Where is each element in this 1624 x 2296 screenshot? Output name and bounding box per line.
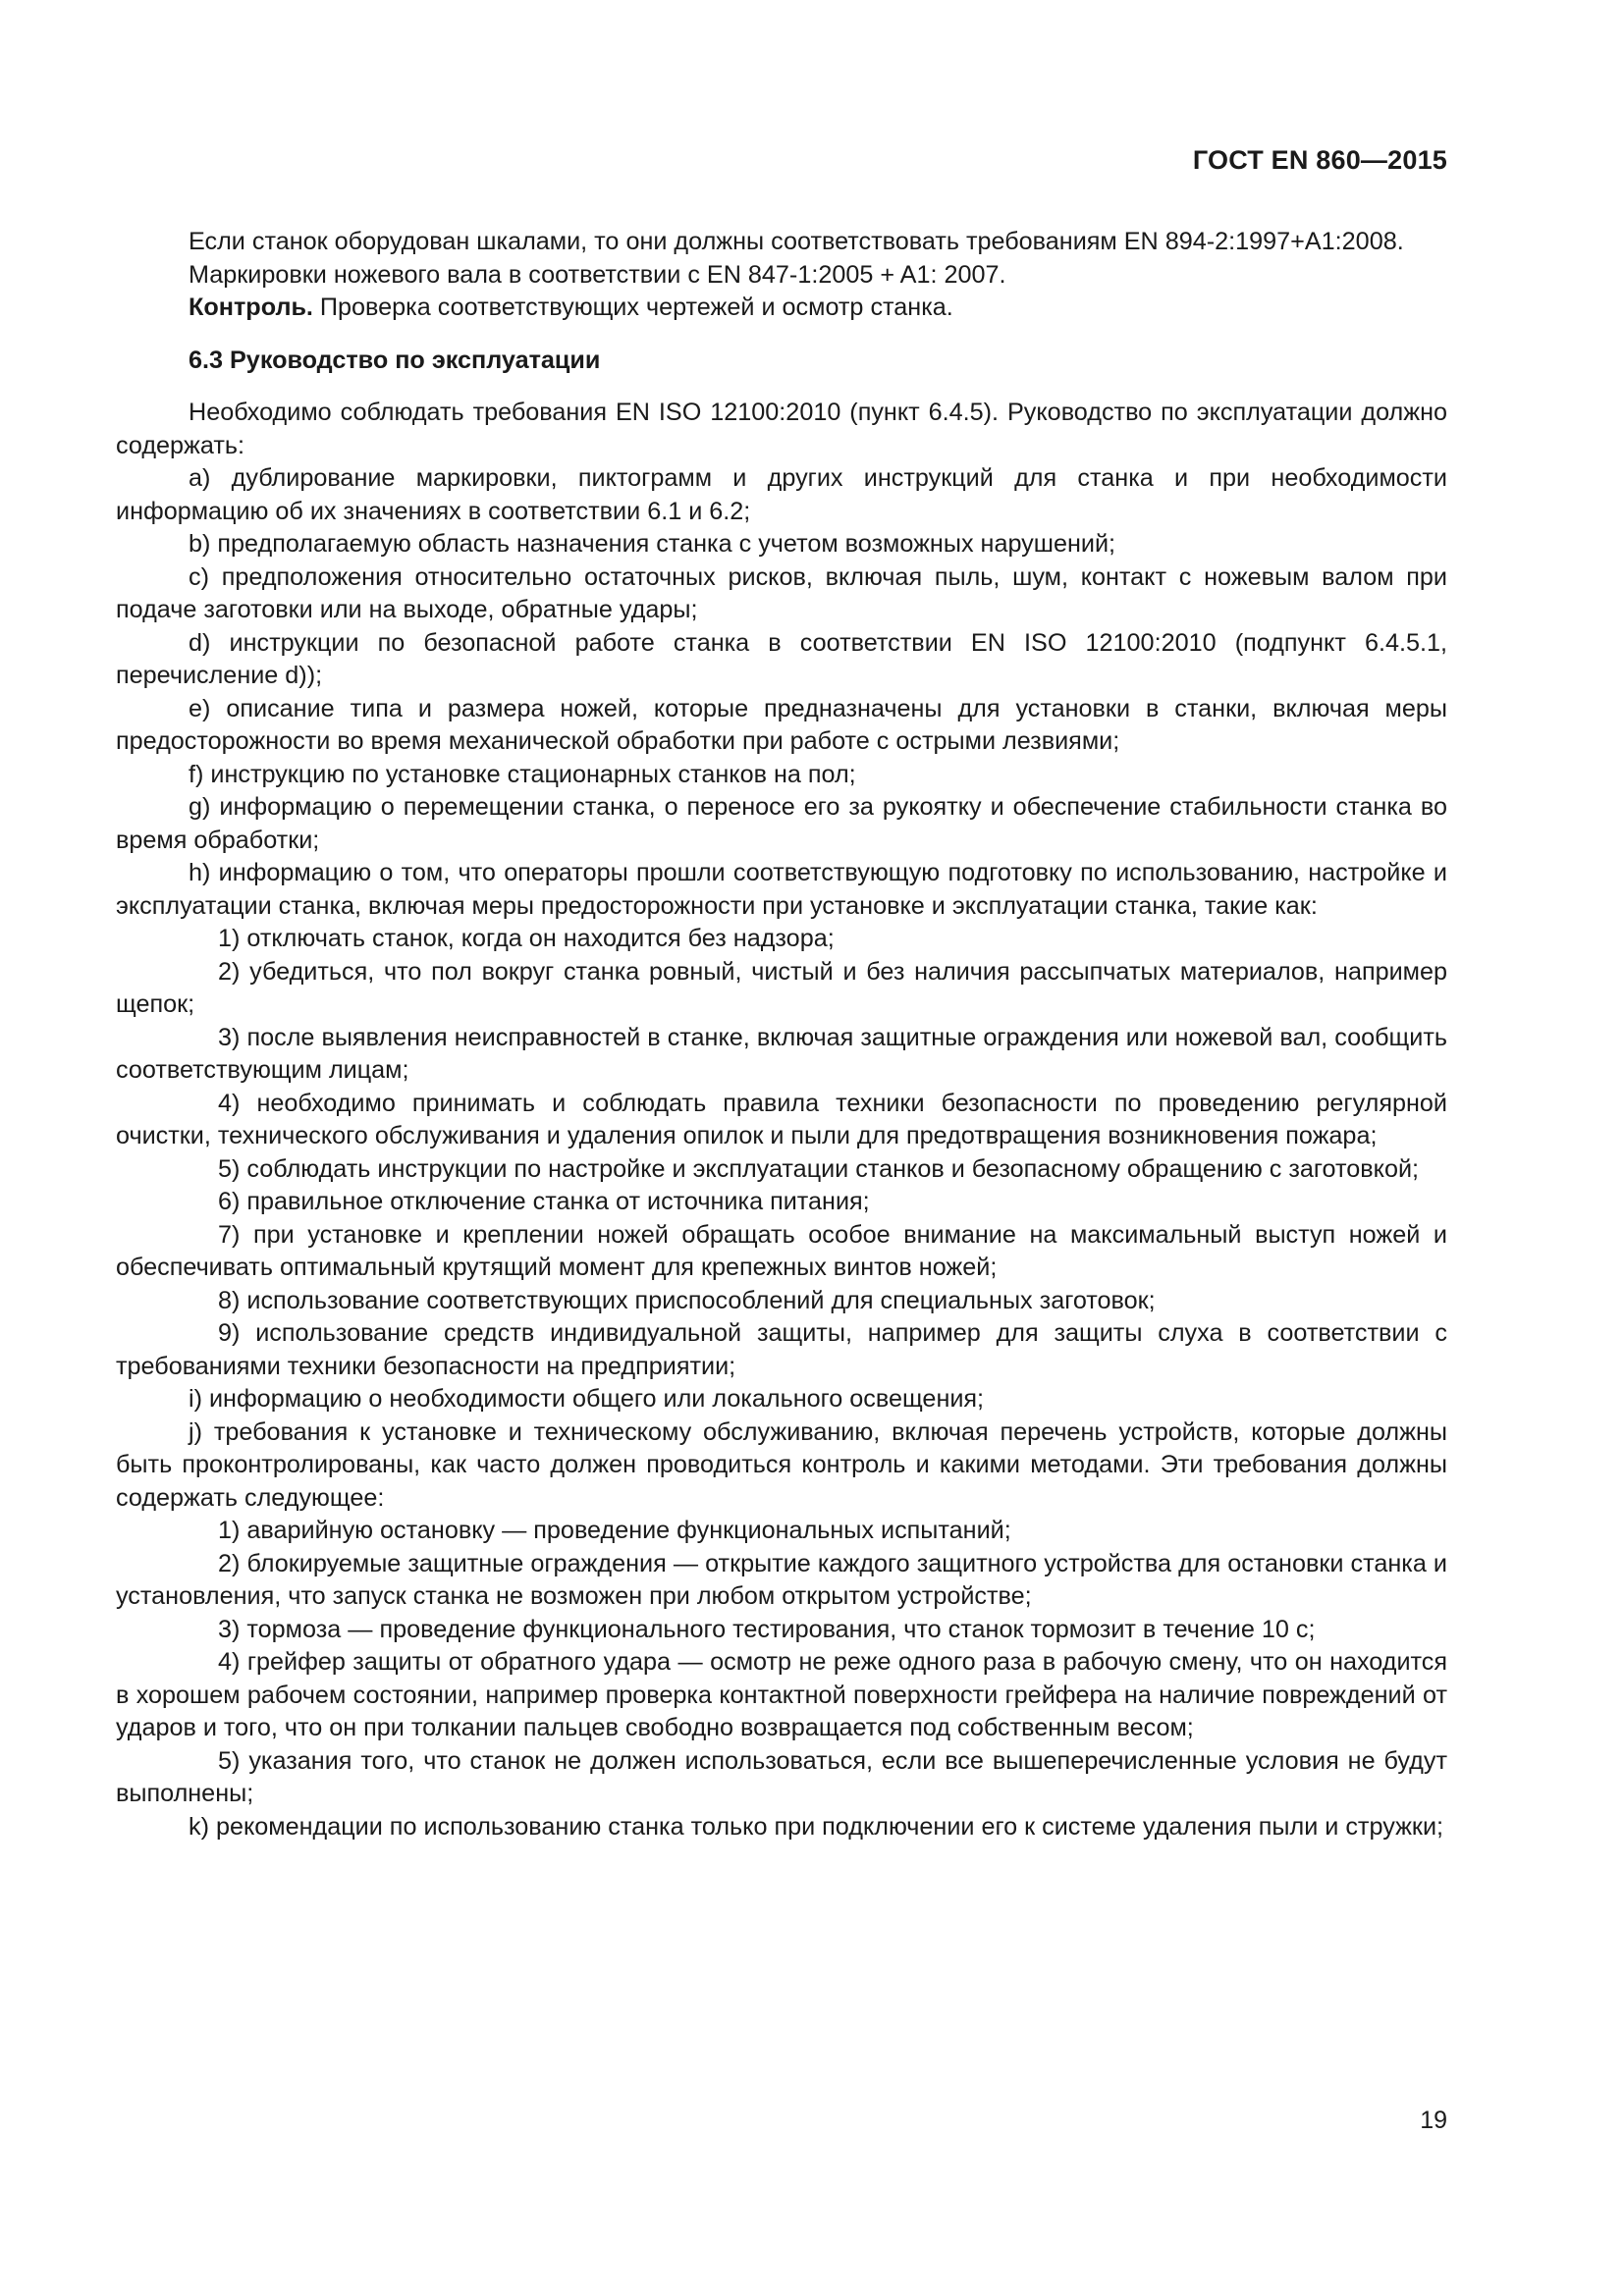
- list-item-h: h) информацию о том, что операторы прошли соответствующую подготовку по использованию, настройке и эксплуатации станка, включая меры предосторожности при установке и эксплуатации станка, такие как:: [116, 859, 1447, 920]
- paragraph-control: [116, 292, 1447, 325]
- paragraph-cutterblock-marking: Маркировки ножевого вала в соответствии с EN 847-1:2005 + A1: 2007.: [189, 260, 1006, 289]
- list-item-a: a) дублирование маркировки, пиктограмм и других инструкций для станка и при необходимости информацию об их значениях в соответствии 6.1 и 6.2;: [116, 464, 1447, 525]
- list-item-h-3: 3) после выявления неисправностей в станке, включая защитные ограждения или ножевой вал, сообщить соответствующим лицам;: [116, 1023, 1447, 1084]
- standard-code-header: ГОСТ EN 860—2015: [1192, 145, 1447, 175]
- section-heading-6-3: 6.3 Руководство по эксплуатации: [189, 346, 601, 374]
- list-item-d: d) инструкции по безопасной работе станка в соответствии EN ISO 12100:2010 (подпункт 6.4.5.1, перечисление d));: [116, 628, 1447, 689]
- list-item-i: i) информацию о необходимости общего или локального освещения;: [189, 1385, 985, 1413]
- paragraph-manual-intro: Необходимо соблюдать требования EN ISO 12100:2010 (пункт 6.4.5). Руководство по эксплуатации должно содержать:: [116, 399, 1447, 459]
- list-item-e: e) описание типа и размера ножей, которые предназначены для установки в станки, включая меры предосторожности во время механической обработки при работе с острыми лезвиями;: [116, 694, 1447, 755]
- list-item-h-1: 1) отключать станок, когда он находится без надзора;: [218, 925, 835, 952]
- list-item-j-2: 2) блокируемые защитные ограждения — открытие каждого защитного устройства для остановки станка и установления, что запуск станка не возможен при любом открытом устройстве;: [116, 1549, 1447, 1610]
- list-item-j-3: 3) тормоза — проведение функционального тестирования, что станок тормозит в течение 10 с;: [218, 1615, 1316, 1643]
- list-item-k: k) рекомендации по использованию станка только при подключении его к системе удаления пыли и стружки;: [189, 1812, 1444, 1841]
- list-item-h-7: 7) при установке и креплении ножей обращать особое внимание на максимальный выступ ножей и обеспечивать оптимальный крутящий момент для крепежных винтов ножей;: [116, 1220, 1447, 1281]
- list-item-g: g) информацию о перемещении станка, о переносе его за рукоятку и обеспечение стабильности станка во время обработки;: [116, 793, 1447, 854]
- list-item-h-5: 5) соблюдать инструкции по настройке и эксплуатации станков и безопасному обращению с заготовкой;: [218, 1154, 1420, 1183]
- page-number: 19: [1420, 2107, 1447, 2134]
- list-item-h-4: 4) необходимо принимать и соблюдать правила техники безопасности по проведению регулярной очистки, технического обслуживания и удаления опилок и пыли для предотвращения возникновения пожара;: [116, 1089, 1447, 1149]
- list-item-j-5: 5) указания того, что станок не должен использоваться, если все вышеперечисленные условия не будут выполнены;: [116, 1746, 1447, 1807]
- list-item-h-2: 2) убедиться, что пол вокруг станка ровный, чистый и без наличия рассыпчатых материалов, например щепок;: [116, 957, 1447, 1018]
- control-label: Контроль.: [189, 294, 313, 321]
- paragraph-scales: Если станок оборудован шкалами, то они должны соответствовать требованиям EN 894-2:1997+A1:2008.: [189, 228, 1404, 255]
- list-item-b: b) предполагаемую область назначения станка с учетом возможных нарушений;: [189, 530, 1116, 558]
- list-item-j-1: 1) аварийную остановку — проведение функциональных испытаний;: [218, 1517, 1011, 1544]
- control-text: Проверка соответствующих чертежей и осмотр станка.: [312, 294, 953, 321]
- list-item-f: f) инструкцию по установке стационарных станков на пол;: [189, 760, 856, 788]
- document-body: [116, 226, 1447, 1843]
- list-item-h-6: 6) правильное отключение станка от источника питания;: [218, 1188, 870, 1215]
- list-item-c: c) предположения относительно остаточных рисков, включая пыль, шум, контакт с ножевым валом при подаче заготовки или на выходе, обратные удары;: [116, 562, 1447, 623]
- list-item-h-8: 8) использование соответствующих приспособлений для специальных заготовок;: [218, 1286, 1156, 1314]
- list-item-j: j) требования к установке и техническому обслуживанию, включая перечень устройств, которые должны быть проконтролированы, как часто должен проводиться контроль и какими методами. Эти требования должны содержать следующее:: [116, 1417, 1447, 1512]
- list-item-j-4: 4) грейфер защиты от обратного удара — осмотр не реже одного раза в рабочую смену, что он находится в хорошем рабочем состоянии, например проверка контактной поверхности грейфера на наличие повреждений от ударов и того, что он при толкании пальцев свободно возвращается под собственным весом;: [116, 1648, 1447, 1741]
- list-item-h-9: 9) использование средств индивидуальной защиты, например для защиты слуха в соответствии с требованиями техники безопасности на предприятии;: [116, 1319, 1447, 1380]
